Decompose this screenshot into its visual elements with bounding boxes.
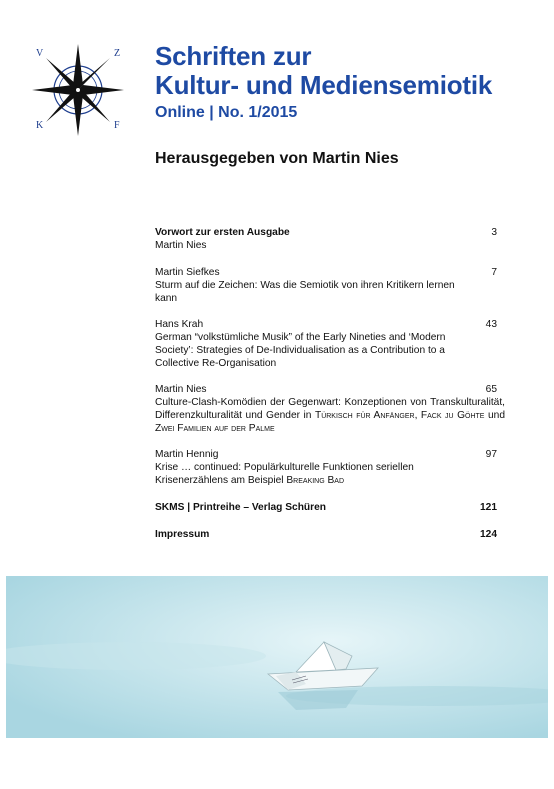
toc-title: Culture-Clash-Komödien der Gegenwart: Konzeptionen von Transkulturalität, Differenzkulturalität und Gender in Türkisch für Anfänger, Fack ju Göhte und Zwei Familien auf der Palme xyxy=(155,397,505,434)
toc-page-number: 121 xyxy=(480,502,497,513)
toc-page-number: 65 xyxy=(485,384,497,395)
toc-entry-krah[interactable] xyxy=(155,318,505,370)
toc-entry-nies[interactable] xyxy=(155,383,505,435)
logo-letter-k: K xyxy=(36,120,44,131)
toc-author: Martin Siefkes xyxy=(155,267,220,278)
title-line-1: Schriften zur xyxy=(155,41,312,71)
toc-heading: Vorwort zur ersten Ausgabe xyxy=(155,227,290,238)
issue-subtitle: Online | No. 1/2015 xyxy=(155,104,298,121)
toc-entry-printreihe[interactable] xyxy=(155,501,505,514)
toc-page-number: 43 xyxy=(485,319,497,330)
paper-boat-image xyxy=(6,576,548,738)
toc-entry-impressum[interactable] xyxy=(155,528,505,541)
toc-entry-hennig[interactable] xyxy=(155,448,505,487)
toc-heading: Impressum xyxy=(155,529,210,540)
toc-title: Sturm auf die Zeichen: Was die Semiotik von ihren Kritikern lernen kann xyxy=(155,280,455,304)
series-title xyxy=(155,42,492,124)
toc-page-number: 7 xyxy=(491,267,497,278)
toc-author: Hans Krah xyxy=(155,319,204,330)
logo-letter-z: Z xyxy=(114,48,121,59)
toc-author: Martin Nies xyxy=(155,240,207,251)
toc-page-number: 124 xyxy=(480,529,497,540)
title-line-2: Kultur- und Mediensemiotik xyxy=(155,70,493,100)
toc-entry-foreword[interactable] xyxy=(155,226,505,252)
toc-author: Martin Hennig xyxy=(155,449,219,460)
toc-entry-siefkes[interactable] xyxy=(155,266,505,305)
cover-photo-paper-boat xyxy=(6,576,548,738)
table-of-contents xyxy=(155,226,505,554)
logo-letter-v: V xyxy=(36,48,44,59)
logo-letter-f: F xyxy=(114,120,120,131)
toc-title: Krise … continued: Populärkulturelle Funktionen seriellen Krisenerzählens am Beispiel Breaking Bad xyxy=(155,462,414,486)
toc-heading: SKMS | Printreihe – Verlag Schüren xyxy=(155,502,326,513)
toc-title: German “volkstümliche Musik” of the Early Nineties and ‘Modern Society’: Strategies of De-Individualisation as a Contribution to a Collective Re-Organisation xyxy=(155,332,446,369)
compass-logo xyxy=(28,40,128,140)
editor-line: Herausgegeben von Martin Nies xyxy=(155,150,399,167)
toc-author: Martin Nies xyxy=(155,384,207,395)
toc-page-number: 3 xyxy=(491,227,497,238)
toc-page-number: 97 xyxy=(485,449,497,460)
